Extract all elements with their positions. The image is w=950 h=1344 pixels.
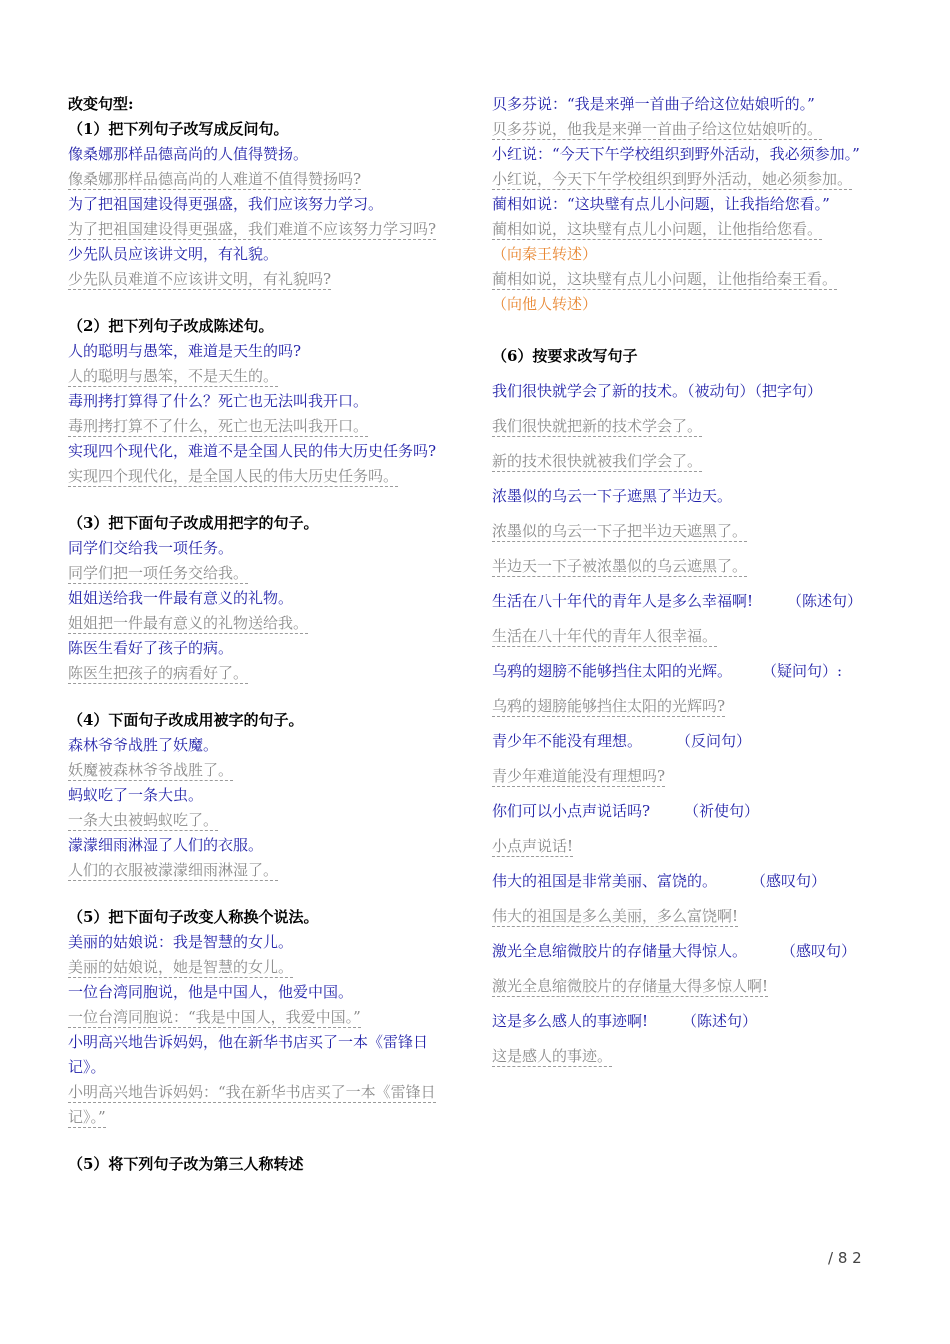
hint-note: （向秦王转述） bbox=[492, 245, 598, 263]
question: 激光全息缩微胶片的存储量大得惊人。 （感叹句） bbox=[492, 942, 857, 960]
question: 我们很快就学会了新的技术。（被动句）（把字句） bbox=[492, 382, 823, 400]
answer: 乌鸦的翅膀能够挡住太阳的光辉吗? bbox=[492, 697, 726, 715]
requirement-tag: （疑问句）: bbox=[762, 662, 843, 680]
section-4 bbox=[68, 708, 464, 883]
left-column bbox=[68, 92, 464, 1177]
question: 一位台湾同胞说，他是中国人，他爱中国。 bbox=[68, 983, 354, 1001]
section-heading: （6）按要求改写句子 bbox=[492, 347, 638, 365]
question: 实现四个现代化，难道不是全国人民的伟大历史任务吗? bbox=[68, 442, 437, 460]
requirement-tag: （陈述句） bbox=[682, 1012, 758, 1030]
answer: 蔺相如说，这块璧有点儿小问题，让他指给秦王看。 bbox=[492, 270, 838, 288]
answer: 美丽的姑娘说，她是智慧的女儿。 bbox=[68, 958, 294, 976]
question: 浓墨似的乌云一下子遮黑了半边天。 bbox=[492, 487, 733, 505]
answer: 浓墨似的乌云一下子把半边天遮黑了。 bbox=[492, 522, 748, 540]
hint-note: （向他人转述） bbox=[492, 295, 598, 313]
answer: 新的技术很快就被我们学会了。 bbox=[492, 452, 703, 470]
question: 美丽的姑娘说：我是智慧的女儿。 bbox=[68, 933, 294, 951]
answer: 半边天一下子被浓墨似的乌云遮黑了。 bbox=[492, 557, 748, 575]
question: 人的聪明与愚笨，难道是天生的吗? bbox=[68, 342, 302, 360]
question: 为了把祖国建设得更强盛，我们应该努力学习。 bbox=[68, 195, 384, 213]
answer: 小明高兴地告诉妈妈：“我在新华书店买了一本《雷锋日记》。” bbox=[68, 1083, 436, 1126]
question: 濛濛细雨淋湿了人们的衣服。 bbox=[68, 836, 264, 854]
requirement-tag: （感叹句） bbox=[751, 872, 827, 890]
page-title: 改变句型: bbox=[68, 95, 134, 113]
section-5 bbox=[68, 905, 464, 1130]
requirement-tag: （反问句） bbox=[676, 732, 752, 750]
answer: 小点声说话! bbox=[492, 837, 574, 855]
answer: 人们的衣服被濛濛细雨淋湿了。 bbox=[68, 861, 279, 879]
section-6 bbox=[492, 339, 888, 1074]
answer: 生活在八十年代的青年人很幸福。 bbox=[492, 627, 718, 645]
answer: 姐姐把一件最有意义的礼物送给我。 bbox=[68, 614, 309, 632]
question: 陈医生看好了孩子的病。 bbox=[68, 639, 234, 657]
question: 小明高兴地告诉妈妈，他在新华书店买了一本《雷锋日记》。 bbox=[68, 1033, 429, 1076]
section-heading: （5）把下面句子改变人称换个说法。 bbox=[68, 908, 319, 926]
question: 森林爷爷战胜了妖魔。 bbox=[68, 736, 219, 754]
question: 乌鸦的翅膀不能够挡住太阳的光辉。 （疑问句）: bbox=[492, 662, 843, 680]
right-column bbox=[492, 92, 888, 1074]
question: 姐姐送给我一件最有意义的礼物。 bbox=[68, 589, 294, 607]
answer: 我们很快就把新的技术学会了。 bbox=[492, 417, 703, 435]
answer: 为了把祖国建设得更强盛，我们难道不应该努力学习吗? bbox=[68, 220, 437, 238]
answer: 青少年难道能没有理想吗? bbox=[492, 767, 666, 785]
answer: 这是感人的事迹。 bbox=[492, 1047, 613, 1065]
answer: 贝多芬说，他我是来弹一首曲子给这位姑娘听的。 bbox=[492, 120, 823, 138]
answer: 小红说，今天下午学校组织到野外活动，她必须参加。 bbox=[492, 170, 853, 188]
answer: 少先队员难道不应该讲文明，有礼貌吗? bbox=[68, 270, 332, 288]
question: 像桑娜那样品德高尚的人值得赞扬。 bbox=[68, 145, 309, 163]
question: 你们可以小点声说话吗? （祈使句） bbox=[492, 802, 760, 820]
section-heading: （4）下面句子改成用被字的句子。 bbox=[68, 711, 304, 729]
requirement-tag: （感叹句） bbox=[781, 942, 857, 960]
section-1 bbox=[68, 117, 464, 292]
answer: 激光全息缩微胶片的存储量大得多惊人啊! bbox=[492, 977, 769, 995]
answer: 同学们把一项任务交给我。 bbox=[68, 564, 249, 582]
answer: 妖魔被森林爷爷战胜了。 bbox=[68, 761, 234, 779]
answer: 实现四个现代化，是全国人民的伟大历史任务吗。 bbox=[68, 467, 399, 485]
section-2 bbox=[68, 314, 464, 489]
question: 伟大的祖国是非常美丽、富饶的。 （感叹句） bbox=[492, 872, 827, 890]
section-heading: （1）把下列句子改写成反问句。 bbox=[68, 120, 289, 138]
question: 青少年不能没有理想。 （反问句） bbox=[492, 732, 752, 750]
question: 毒刑拷打算得了什么？死亡也无法叫我开口。 bbox=[68, 392, 369, 410]
question: 少先队员应该讲文明，有礼貌。 bbox=[68, 245, 279, 263]
requirement-tag: （祈使句） bbox=[684, 802, 760, 820]
answer: 像桑娜那样品德高尚的人难道不值得赞扬吗? bbox=[68, 170, 362, 188]
question: 生活在八十年代的青年人是多么幸福啊! （陈述句） bbox=[492, 592, 863, 610]
answer: 一条大虫被蚂蚁吃了。 bbox=[68, 811, 219, 829]
answer: 一位台湾同胞说：“我是中国人，我爱中国。” bbox=[68, 1008, 361, 1026]
question: 同学们交给我一项任务。 bbox=[68, 539, 234, 557]
answer: 蔺相如说，这块璧有点儿小问题，让他指给您看。 bbox=[492, 220, 823, 238]
answer: 陈医生把孩子的病看好了。 bbox=[68, 664, 249, 682]
section-heading: （5）将下列句子改为第三人称转述 bbox=[68, 1155, 304, 1173]
requirement-tag: （陈述句） bbox=[787, 592, 863, 610]
answer: 毒刑拷打算不了什么，死亡也无法叫我开口。 bbox=[68, 417, 369, 435]
answer: 人的聪明与愚笨，不是天生的。 bbox=[68, 367, 279, 385]
section-heading: （2）把下列句子改成陈述句。 bbox=[68, 317, 274, 335]
question: 贝多芬说：“我是来弹一首曲子给这位姑娘听的。” bbox=[492, 95, 815, 113]
section-5b-items bbox=[492, 92, 888, 317]
answer: 伟大的祖国是多么美丽，多么富饶啊! bbox=[492, 907, 739, 925]
question: 蚂蚁吃了一条大虫。 bbox=[68, 786, 204, 804]
question: 这是多么感人的事迹啊! （陈述句） bbox=[492, 1012, 758, 1030]
section-3 bbox=[68, 511, 464, 686]
question: 蔺相如说：“这块璧有点儿小问题，让我指给您看。” bbox=[492, 195, 830, 213]
page-number: / 8 2 bbox=[828, 1249, 862, 1267]
question: 小红说：“今天下午学校组织到野外活动，我必须参加。” bbox=[492, 145, 860, 163]
section-heading: （3）把下面句子改成用把字的句子。 bbox=[68, 514, 319, 532]
